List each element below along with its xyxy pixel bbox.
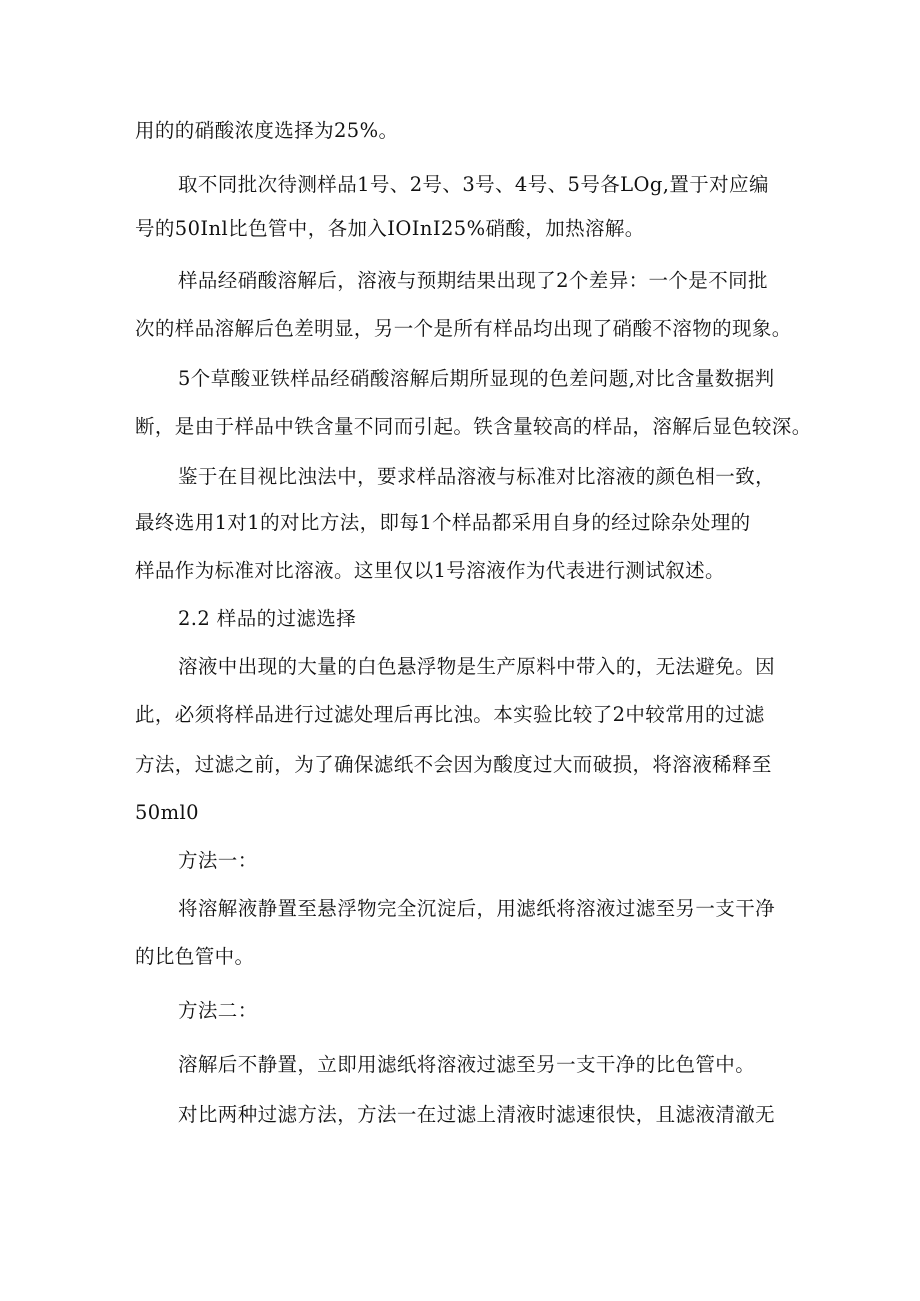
text-line: 用的的硝酸浓度选择为25%。 [135, 119, 399, 142]
text-line: 号的50Inl比色管中，各加入IOInI25%硝酸，加热溶解。 [135, 217, 645, 240]
text-line: 次的样品溶解后色差明显，另一个是所有样品均出现了硝酸不溶物的现象。 [135, 317, 792, 340]
text-line: 取不同批次待测样品1号、2号、3号、4号、5号各LOg,置于对应编 [178, 173, 769, 196]
text-line: 样品作为标准对比溶液。这里仅以1号溶液作为代表进行测试叙述。 [135, 559, 725, 582]
text-line: 溶解后不静置，立即用滤纸将溶液过滤至另一支干净的比色管中。 [178, 1053, 756, 1076]
text-line: 断，是由于样品中铁含量不同而引起。铁含量较高的样品，溶解后显色较深。 [135, 415, 812, 438]
method-heading: 方法二： [178, 999, 258, 1022]
text-line: 最终选用1对1的对比方法，即每1个样品都采用自身的经过除杂处理的 [135, 511, 751, 534]
text-line: 鉴于在目视比浊法中，要求样品溶液与标准对比溶液的颜色相一致， [178, 465, 776, 488]
text-line: 的比色管中。 [135, 945, 255, 968]
text-line: 方法，过滤之前，为了确保滤纸不会因为酸度过大而破损，将溶液稀释至 [135, 753, 772, 776]
text-line: 5个草酸亚铁样品经硝酸溶解后期所显现的色差问题,对比含量数据判 [178, 367, 775, 390]
text-line: 此，必须将样品进行过滤处理后再比浊。本实验比较了2中较常用的过滤 [135, 703, 765, 726]
section-heading: 2.2 样品的过滤选择 [178, 607, 357, 630]
text-line: 样品经硝酸溶解后，溶液与预期结果出现了2个差异：一个是不同批 [178, 269, 768, 292]
method-heading: 方法一： [178, 849, 258, 872]
text-line: 50ml0 [135, 801, 199, 824]
text-line: 溶液中出现的大量的白色悬浮物是生产原料中带入的，无法避免。因 [178, 655, 776, 678]
text-line: 对比两种过滤方法，方法一在过滤上清液时滤速很快，且滤液清澈无 [178, 1103, 776, 1126]
text-line: 将溶解液静置至悬浮物完全沉淀后，用滤纸将溶液过滤至另一支干净 [178, 897, 776, 920]
